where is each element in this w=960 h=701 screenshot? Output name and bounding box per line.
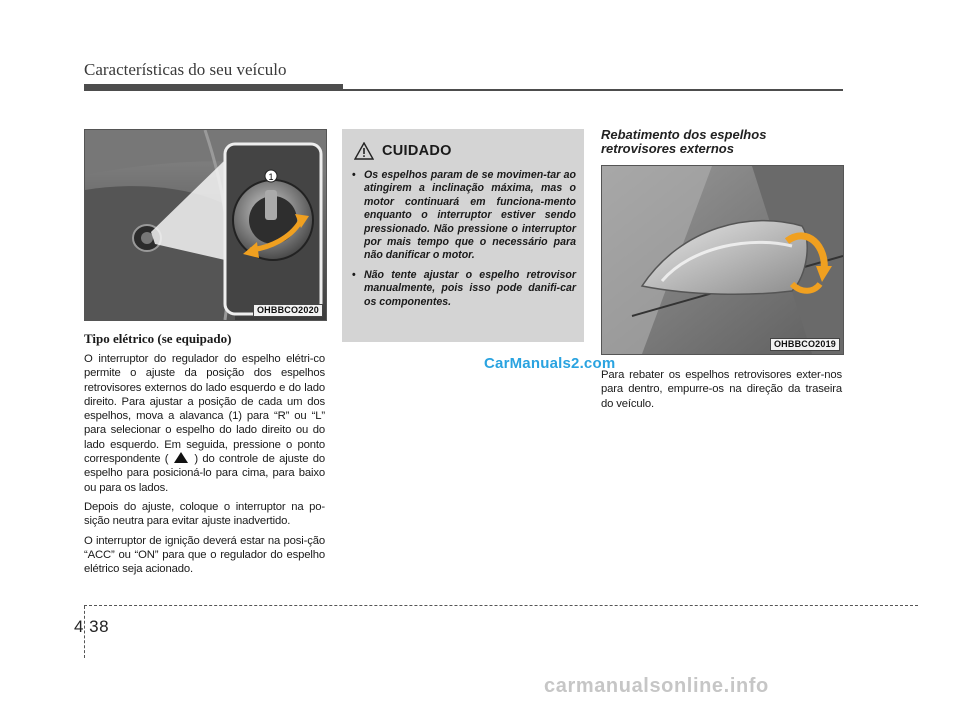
right-body-text: Para rebater os espelhos retrovisores exter-nos para dentro, empurre-os na direção da traseira do veículo. [601, 369, 842, 410]
caution-header [354, 140, 452, 162]
caution-item: • Não tente ajustar o espelho retrovisor manualmente, pois isso pode danifi-car os componentes. [352, 269, 576, 309]
svg-text:1: 1 [268, 172, 274, 182]
paragraph-neutral: Depois do ajuste, coloque o interruptor na po-sição neutra para evitar ajuste inadvertido. [84, 500, 325, 528]
header-rule-thin [343, 89, 843, 91]
header-title: Características do seu veículo [84, 60, 287, 79]
left-body-text [84, 352, 325, 581]
caution-title: CUIDADO [382, 143, 452, 159]
paragraph-ignition: O interruptor de ignição deverá estar na posi-ção “ACC” ou “ON” para que o regulador do espelho elétrico seja acionado. [84, 534, 325, 576]
mirror-folding-illustration [602, 166, 843, 354]
mirror-switch-illustration [85, 130, 326, 320]
figure-code-left: OHBBCO2020 [253, 304, 323, 317]
paragraph-adjust [84, 352, 325, 495]
paragraph-adjust-start: O interruptor do regulador do espelho elétri-co permite o ajuste da posição dos espelhos retrovisores externos do lado esquerdo e do lado direito. Para ajustar a posição de cada um dos espelhos, mova a alavanca (1) para “R” ou “L” para selecionar o espelho do lado direito ou do lado esquerdo. Em seguida, pressione o ponto correspondente ( [84, 353, 325, 466]
caution-box [342, 129, 584, 342]
mirror-folding-figure [601, 165, 844, 355]
watermark-link[interactable]: CarManuals2.com [484, 355, 616, 372]
footer-watermark: carmanualsonline.info [544, 675, 769, 697]
caution-list [352, 169, 576, 315]
paragraph-adjust-end: ) do controle de ajuste do espelho para posicioná-lo para cima, para baixo ou para os lados. [84, 453, 325, 494]
triangle-up-icon [174, 452, 188, 463]
footer-rule [84, 605, 918, 606]
section-title-folding: Rebatimento dos espelhos retrovisores externos [601, 127, 767, 156]
page-number: 4 38 [74, 617, 110, 636]
figure-code-right: OHBBCO2019 [770, 338, 840, 351]
mirror-switch-figure [84, 129, 327, 321]
caution-item: • Os espelhos param de se movimen-tar ao atingirem a inclinação máxima, mas o motor continuará em funciona-mento enquanto o interruptor estiver sendo pressionado. Não pressione o interruptor por mais tempo que o necessário para não danificar o motor. [352, 169, 576, 263]
section-title-electric: Tipo elétrico (se equipado) [84, 331, 232, 346]
header-rule-thick [84, 84, 343, 91]
warning-triangle-icon [354, 142, 374, 160]
